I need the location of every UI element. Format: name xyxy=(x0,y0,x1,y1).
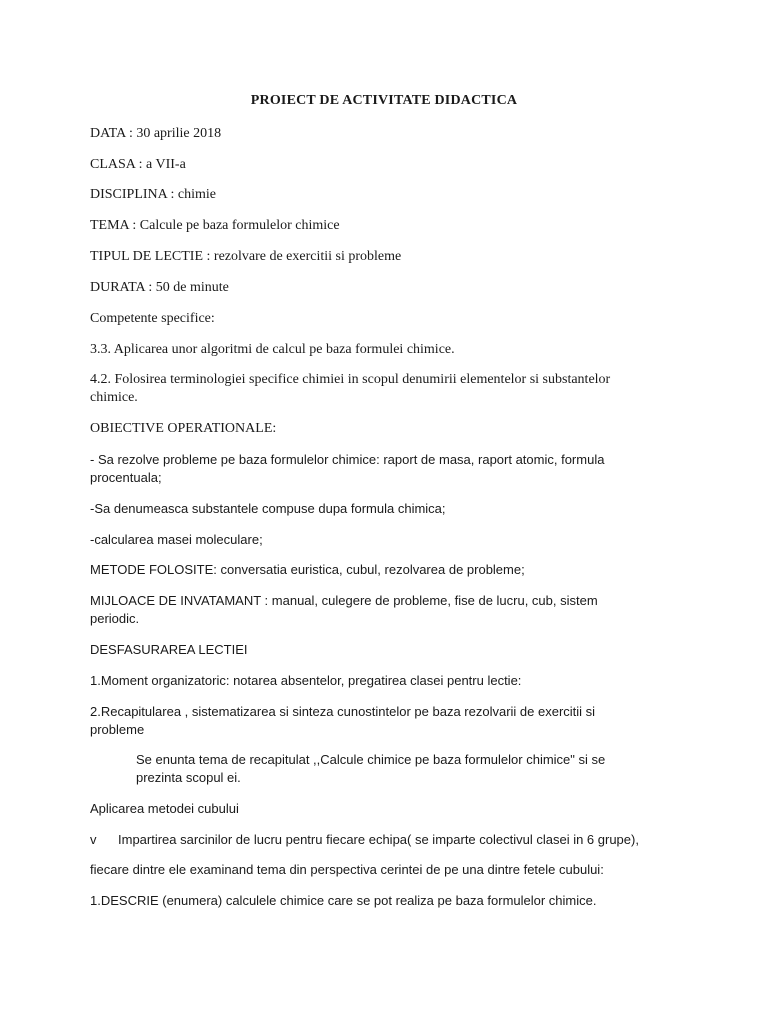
materials-line: MIJLOACE DE INVATAMANT : manual, culegere de probleme, fise de lucru, cub, sistem xyxy=(90,593,598,608)
organizational-moment-line: 1.Moment organizatoric: notarea absentelor, pregatirea clasei pentru lectie: xyxy=(90,673,522,688)
objectives-heading: OBIECTIVE OPERATIONALE: xyxy=(90,421,277,436)
methods-line: METODE FOLOSITE: conversatia euristica, cubul, rezolvarea de probleme; xyxy=(90,562,525,577)
objective-item: -Sa denumeasca substantele compuse dupa formula chimica; xyxy=(90,501,446,516)
competences-heading: Competente specifice: xyxy=(90,311,215,326)
materials-line-continued: periodic. xyxy=(90,611,140,626)
topic-statement-line-continued: prezinta scopul ei. xyxy=(136,770,241,785)
bullet-icon: v xyxy=(90,832,97,847)
lesson-flow-heading: DESFASURAREA LECTIEI xyxy=(90,642,248,657)
lesson-type-line: TIPUL DE LECTIE : rezolvare de exercitii si probleme xyxy=(90,249,402,264)
topic-statement-line: Se enunta tema de recapitulat ,,Calcule chimice pe baza formulelor chimice" si se xyxy=(136,752,606,767)
objective-item-continued: procentuala; xyxy=(90,470,162,485)
document-title: PROIECT DE ACTIVITATE DIDACTICA xyxy=(250,93,518,108)
task-perspective-line: fiecare dintre ele examinand tema din perspectiva cerintei de pe una dintre fetele cubului: xyxy=(90,862,604,877)
competence-item-continued: chimice. xyxy=(90,390,138,405)
date-line: DATA : 30 aprilie 2018 xyxy=(90,126,222,141)
duration-line: DURATA : 50 de minute xyxy=(90,280,229,295)
recap-line: 2.Recapitularea , sistematizarea si sinteza cunostintelor pe baza rezolvarii de exercitii si xyxy=(90,704,596,719)
competence-item: 3.3. Aplicarea unor algoritmi de calcul pe baza formulei chimice. xyxy=(90,342,455,357)
objective-item: - Sa rezolve probleme pe baza formulelor chimice: raport de masa, raport atomic, formula xyxy=(90,452,605,467)
cube-method-line: Aplicarea metodei cubului xyxy=(90,801,239,816)
competence-item: 4.2. Folosirea terminologiei specifice chimiei in scopul denumirii elementelor si substantelor xyxy=(90,372,611,387)
recap-line-continued: probleme xyxy=(90,722,145,737)
task-distribution-line: Impartirea sarcinilor de lucru pentru fiecare echipa( se imparte colectivul clasei in 6 grupe), xyxy=(118,832,639,847)
topic-line: TEMA : Calcule pe baza formulelor chimice xyxy=(90,218,340,233)
objective-item: -calcularea masei moleculare; xyxy=(90,532,263,547)
describe-task-line: 1.DESCRIE (enumera) calculele chimice care se pot realiza pe baza formulelor chimice. xyxy=(90,893,597,908)
class-line: CLASA : a VII-a xyxy=(90,157,186,172)
discipline-line: DISCIPLINA : chimie xyxy=(90,187,216,202)
